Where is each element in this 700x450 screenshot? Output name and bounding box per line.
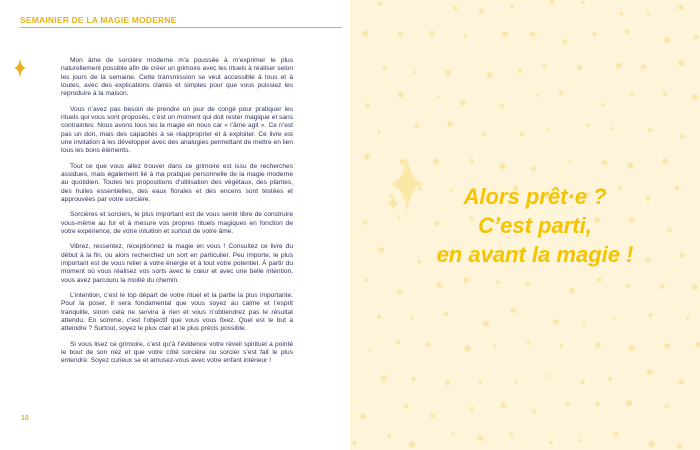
confetti-dot xyxy=(694,35,699,40)
confetti-dot xyxy=(678,5,683,10)
confetti-dot xyxy=(611,127,614,130)
confetti-dot xyxy=(483,321,489,327)
confetti-dot xyxy=(678,379,684,385)
confetti-dot xyxy=(426,342,431,347)
confetti-dot xyxy=(520,131,525,136)
confetti-dot xyxy=(377,131,380,134)
running-header-title: SEMAINIER DE LA MAGIE MODERNE xyxy=(20,15,177,25)
confetti-dot xyxy=(445,380,450,385)
confetti-dot xyxy=(649,313,653,317)
confetti-dot xyxy=(581,1,584,4)
confetti-dot xyxy=(595,402,600,407)
confetti-dot xyxy=(648,441,654,447)
confetti-dot xyxy=(464,34,467,37)
confetti-dot xyxy=(680,253,685,258)
confetti-dot xyxy=(487,72,493,78)
confetti-dot xyxy=(677,444,682,449)
confetti-dot xyxy=(382,66,386,70)
confetti-dot xyxy=(398,32,403,37)
confetti-dot xyxy=(411,377,416,382)
confetti-dot xyxy=(647,369,653,375)
confetti-dot xyxy=(387,434,391,438)
confetti-dot xyxy=(597,277,602,282)
confetti-dot xyxy=(493,344,496,347)
paragraph-6: L’intention, c’est le top départ de votre rituel et la partie la plus importante. Pour la poser, il sera fondamental que vous soyez au calme et l’esprit tranquille, sinon cela ne servira à rien et vous n’obtiendrez pas le résultat attendu. En somme, c’est l’objectif que vous vous fixez. Quel est le but à atteindre ? Surtout, soyez le plus clair et le plus précis possible. xyxy=(61,292,293,333)
tagline-line-3: en avant la magie ! xyxy=(436,242,634,267)
confetti-dot xyxy=(686,317,690,321)
confetti-dot xyxy=(667,228,671,232)
confetti-dot xyxy=(398,92,404,98)
confetti-dot xyxy=(613,432,618,437)
confetti-dot xyxy=(628,163,634,169)
confetti-dot xyxy=(569,288,574,293)
confetti-dot xyxy=(527,341,531,345)
confetti-dot xyxy=(602,160,607,165)
confetti-dot xyxy=(646,12,650,16)
confetti-dot xyxy=(481,132,485,136)
confetti-dot xyxy=(675,186,680,191)
confetti-dot xyxy=(663,92,667,96)
confetti-dot xyxy=(463,277,469,283)
confetti-dot xyxy=(535,94,538,97)
sparkle-star-icon xyxy=(14,58,26,78)
confetti-dot xyxy=(479,380,483,384)
confetti-dot xyxy=(630,92,634,96)
paragraph-4: Sorcières et sorciers, le plus important est de vous sentir libre de construire vous-même au fur et à mesure vos propres rituels magiques en fonction de votre expérience, de votre intuition et surtout de votre âme. xyxy=(61,211,293,235)
confetti-dot xyxy=(499,163,505,169)
confetti-dot xyxy=(586,124,589,127)
confetti-dot xyxy=(510,307,516,313)
confetti-dot xyxy=(546,127,549,130)
confetti-dot xyxy=(695,342,700,348)
confetti-dot xyxy=(364,154,370,160)
confetti-dot xyxy=(626,400,632,406)
confetti-dot xyxy=(460,100,465,105)
tagline-line-2: C’est parti, xyxy=(478,213,592,238)
crescent-moon-icon xyxy=(6,13,18,27)
confetti-dot xyxy=(560,344,564,348)
confetti-dot xyxy=(413,71,417,75)
confetti-dot xyxy=(620,12,624,16)
confetti-dot xyxy=(518,69,523,74)
paragraph-1: Mon âme de sorcière moderne m’a poussée à m’exprimer le plus naturellement possible afin de créer un grimoire avec les rituels à réaliser selon les jours de la semaine. Cette transmission se veut accessible à tous et à toutes, avec des explications claires et simples pour que vous puissiez les reproduire à la maison. xyxy=(61,57,293,98)
confetti-dot xyxy=(678,60,684,66)
confetti-dot xyxy=(378,1,383,6)
confetti-dot xyxy=(664,37,670,43)
confetti-dot xyxy=(464,345,470,351)
confetti-dot xyxy=(616,63,622,69)
page-number: 10 xyxy=(21,415,29,422)
confetti-dot xyxy=(664,343,670,349)
confetti-dot xyxy=(580,380,584,384)
confetti-dot xyxy=(680,134,685,139)
header-divider xyxy=(20,27,342,28)
confetti-dot xyxy=(547,374,550,377)
confetti-dot xyxy=(549,441,553,445)
confetti-dot xyxy=(447,121,453,127)
confetti-dot xyxy=(369,349,372,352)
confetti-dot xyxy=(410,317,414,321)
confetti-dot xyxy=(562,39,567,44)
confetti-dot xyxy=(542,64,546,68)
confetti-dot xyxy=(477,435,483,441)
confetti-dot xyxy=(469,407,473,411)
confetti-dot xyxy=(625,29,630,34)
confetti-dot xyxy=(365,103,370,108)
confetti-dot xyxy=(692,94,698,100)
confetti-dot xyxy=(568,160,571,163)
confetti-dot xyxy=(665,405,669,409)
confetti-dot xyxy=(559,91,564,96)
confetti-dot xyxy=(659,284,664,289)
confetti-dot xyxy=(437,95,440,98)
confetti-dot xyxy=(501,403,507,409)
confetti-dot xyxy=(360,414,366,420)
confetti-dot xyxy=(510,5,514,9)
body-text xyxy=(61,57,293,373)
confetti-dot xyxy=(404,404,408,408)
confetti-dot xyxy=(553,319,559,325)
confetti-dot xyxy=(582,321,585,324)
paragraph-2: Vous n’avez pas besoin de prendre un jour de congé pour pratiquer les rituels qui vous sont proposés, c’est un moment qui doit rester magique et sans contraintes. Nous avons tous les la magie en nous car « l’âme agit ». Ce n’est pas un don, mais des capacités à se réapproprier et à exploiter. Ce livre est une invitation à les développer avec des analogies permettant de mettre en lien tous les bons éléments. xyxy=(61,105,293,155)
confetti-dot xyxy=(496,281,500,285)
confetti-dot xyxy=(436,282,442,288)
confetti-dot xyxy=(509,432,513,436)
paragraph-3: Tout ce que vous allez trouver dans ce grimoire est issu de recherches assidues, mais également lié à ma pratique personnelle de la magie moderne au quotidien. Toutes les propositions d’utilisation des végétaux, des plantes, des huiles essentielles, des eaux florales et des encens sont testées et approuvées par votre sorcière. xyxy=(61,162,293,203)
confetti-dot xyxy=(578,439,581,442)
confetti-dot xyxy=(353,441,357,445)
confetti-dot xyxy=(451,433,454,436)
tagline xyxy=(420,182,650,269)
confetti-dot xyxy=(365,278,369,282)
confetti-dot xyxy=(608,377,613,382)
confetti-dot xyxy=(577,65,582,70)
confetti-dot xyxy=(362,30,368,36)
confetti-dot xyxy=(648,128,652,132)
confetti-dot xyxy=(515,381,518,384)
confetti-dot xyxy=(550,0,555,5)
paragraph-5: Vibrez, ressentez, réceptionnez la magie en vous ! Consultez ce livre du début à la fin, ou alors recherchez un sort en particulier. Peu importe, le plus important est de vous relier à votre énergie et à tout votre potentiel. À partir du moment où vous réalisez vos sorts avec le cœur et avec une belle intention, vous avez parcouru la moitié du chemin. xyxy=(61,243,293,284)
confetti-dot xyxy=(641,65,646,70)
confetti-dot xyxy=(444,312,449,317)
confetti-dot xyxy=(363,220,368,225)
confetti-dot xyxy=(430,413,435,418)
confetti-dot xyxy=(592,32,597,37)
confetti-dot xyxy=(525,282,529,286)
confetti-dot xyxy=(500,103,504,107)
confetti-dot xyxy=(629,345,635,351)
confetti-dot xyxy=(381,375,387,381)
confetti-dot xyxy=(662,158,668,164)
confetti-dot xyxy=(445,70,451,76)
confetti-dot xyxy=(692,285,697,290)
confetti-dot xyxy=(612,317,615,320)
confetti-dot xyxy=(377,315,382,320)
confetti-dot xyxy=(453,6,458,11)
confetti-dot xyxy=(429,30,435,36)
confetti-dot xyxy=(479,8,484,13)
confetti-dot xyxy=(532,409,536,413)
confetti-dot xyxy=(414,123,419,128)
confetti-dot xyxy=(565,402,570,407)
confetti-dot xyxy=(601,103,605,107)
confetti-dot xyxy=(469,158,474,163)
confetti-dot xyxy=(530,32,535,37)
confetti-dot xyxy=(379,247,385,253)
confetti-dot xyxy=(433,158,439,164)
confetti-dot xyxy=(531,166,536,171)
confetti-dot xyxy=(409,442,415,448)
confetti-dot xyxy=(595,343,601,349)
confetti-dot xyxy=(396,341,400,345)
tagline-line-1: Alors prêt·e ? xyxy=(463,184,607,209)
paragraph-7: Si vous lisez ce grimoire, c’est qu’à l’évidence votre réveil spirituel a pointé le bout de son nez et que votre côté sorcière ou sorcier s’est fait le plus entendre. Soyez curieux se et amusez-vous avec votre enfant intérieur ! xyxy=(61,340,293,365)
confetti-dot xyxy=(502,31,508,37)
confetti-dot xyxy=(626,284,630,288)
confetti-dot xyxy=(397,289,403,295)
